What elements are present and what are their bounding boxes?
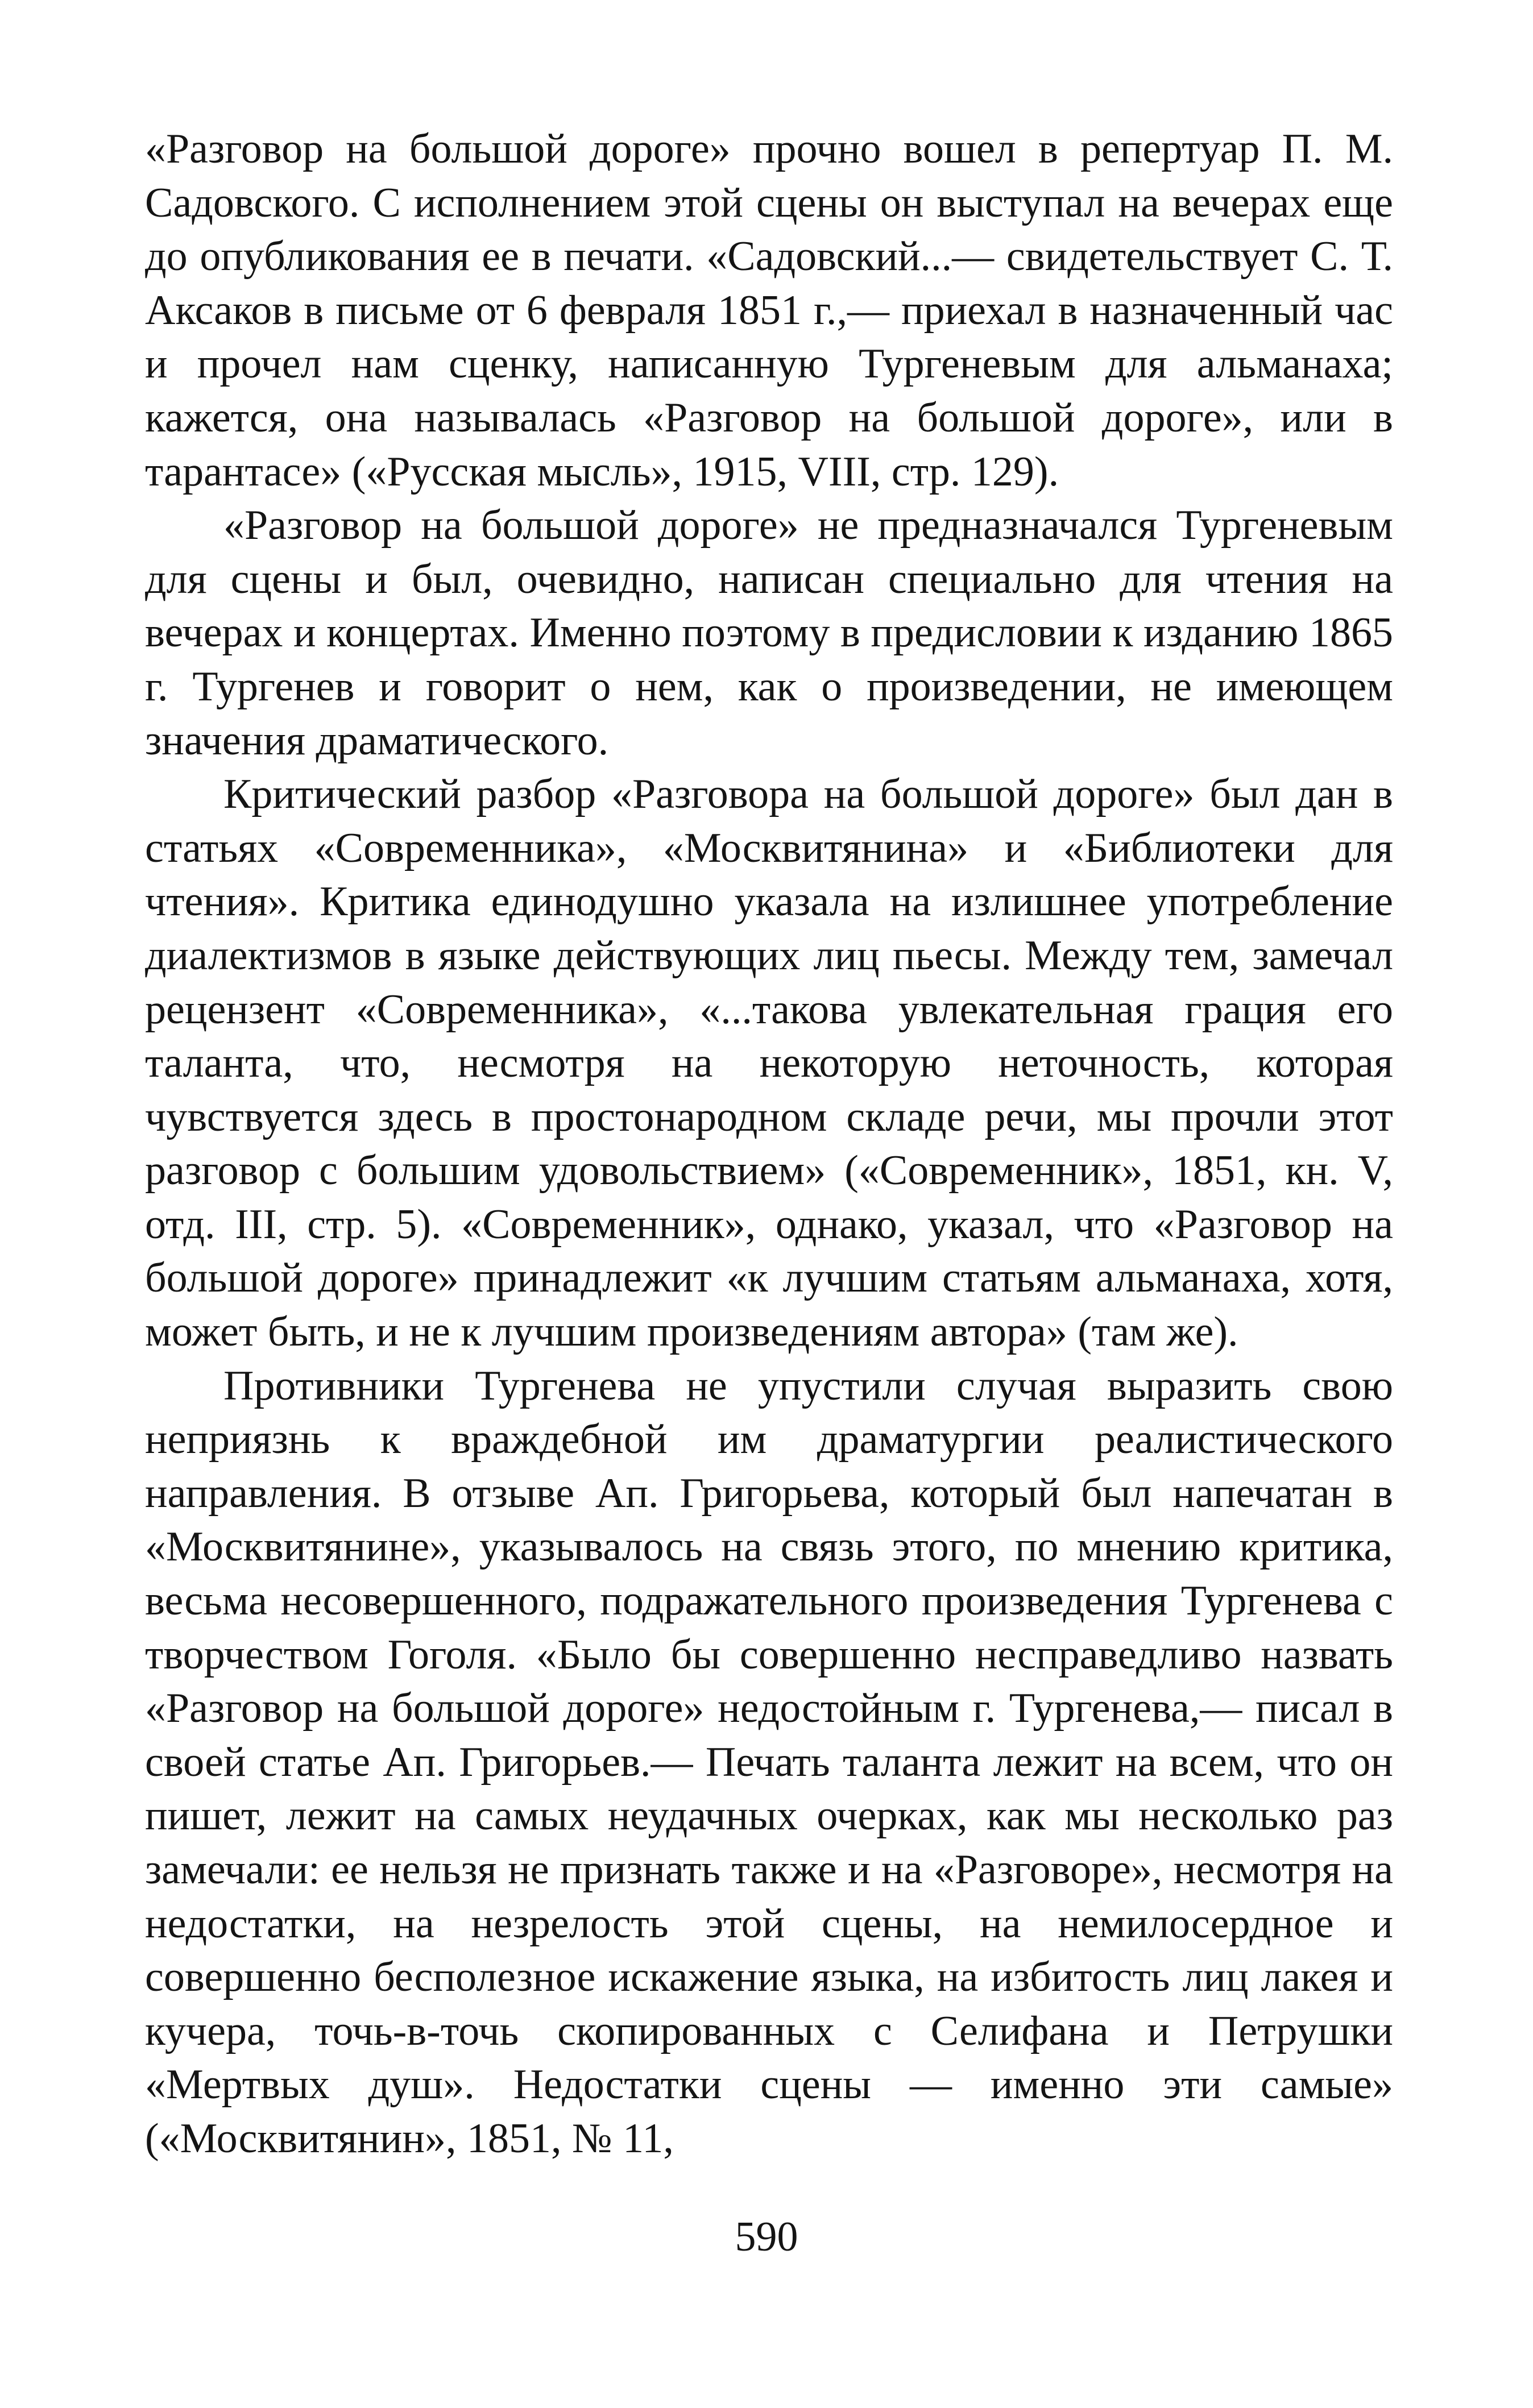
paragraph-2: «Разговор на большой дороге» не предназначался Тургеневым для сцены и был, очевидно, написан специально для чтения на вечерах и концертах. Именно поэтому в предисловии к изданию 1865 г. Тургенев и говорит о нем, как о произведении, не имеющем значения драматического.: [145, 502, 1393, 764]
body-text: [145, 122, 1393, 2166]
paragraph-1: «Разговор на большой дороге» прочно вошел в репертуар П. М. Садовского. С исполнением этой сцены он выступал на вечерах еще до опубликования ее в печати. «Садовский...— свидетельствует С. Т. Аксаков в письме от 6 февраля 1851 г.,— приехал в назначенный час и прочел нам сценку, написанную Тургеневым для альманаха; кажется, она называлась «Разговор на большой дороге», или в тарантасе» («Русская мысль», 1915, VIII, стр. 129).: [145, 126, 1393, 495]
paragraph-3: Критический разбор «Разговора на большой дороге» был дан в статьях «Современника», «Москвитянина» и «Библиотеки для чтения». Критика единодушно указала на излишнее употребление диалектизмов в языке действующих лиц пьесы. Между тем, замечал рецензент «Современника», «...такова увлекательная грация его таланта, что, несмотря на некоторую неточность, которая чувствуется здесь в простонародном складе речи, мы прочли этот разговор с большим удовольствием» («Современник», 1851, кн. V, отд. III, стр. 5). «Современник», однако, указал, что «Разговор на большой дороге» принадлежит «к лучшим статьям альманаха, хотя, может быть, и не к лучшим произведениям автора» (там же).: [145, 771, 1393, 1356]
paragraph-4: Противники Тургенева не упустили случая выразить свою неприязнь к враждебной им драматургии реалистического направления. В отзыве Ап. Григорьева, который был напечатан в «Москвитянине», указывалось на связь этого, по мнению критика, весьма несовершенного, подражательного произведения Тургенева с творчеством Гоголя. «Было бы совершенно несправедливо назвать «Разговор на большой дороге» недостойным г. Тургенева,— писал в своей статье Ап. Григорьев.— Печать таланта лежит на всем, что он пишет, лежит на самых неудачных очерках, как мы несколько раз замечали: ее нельзя не признать также и на «Разговоре», несмотря на недостатки, на незрелость этой сцены, на немилосердное и совершенно бесполезное искажение языка, на избитость лиц лакея и кучера, точь-в-точь скопированных с Селифана и Петрушки «Мертвых душ». Недостатки сцены — именно эти самые» («Москвитянин», 1851, № 11,: [145, 1362, 1393, 2162]
page-number: 590: [735, 2214, 798, 2260]
